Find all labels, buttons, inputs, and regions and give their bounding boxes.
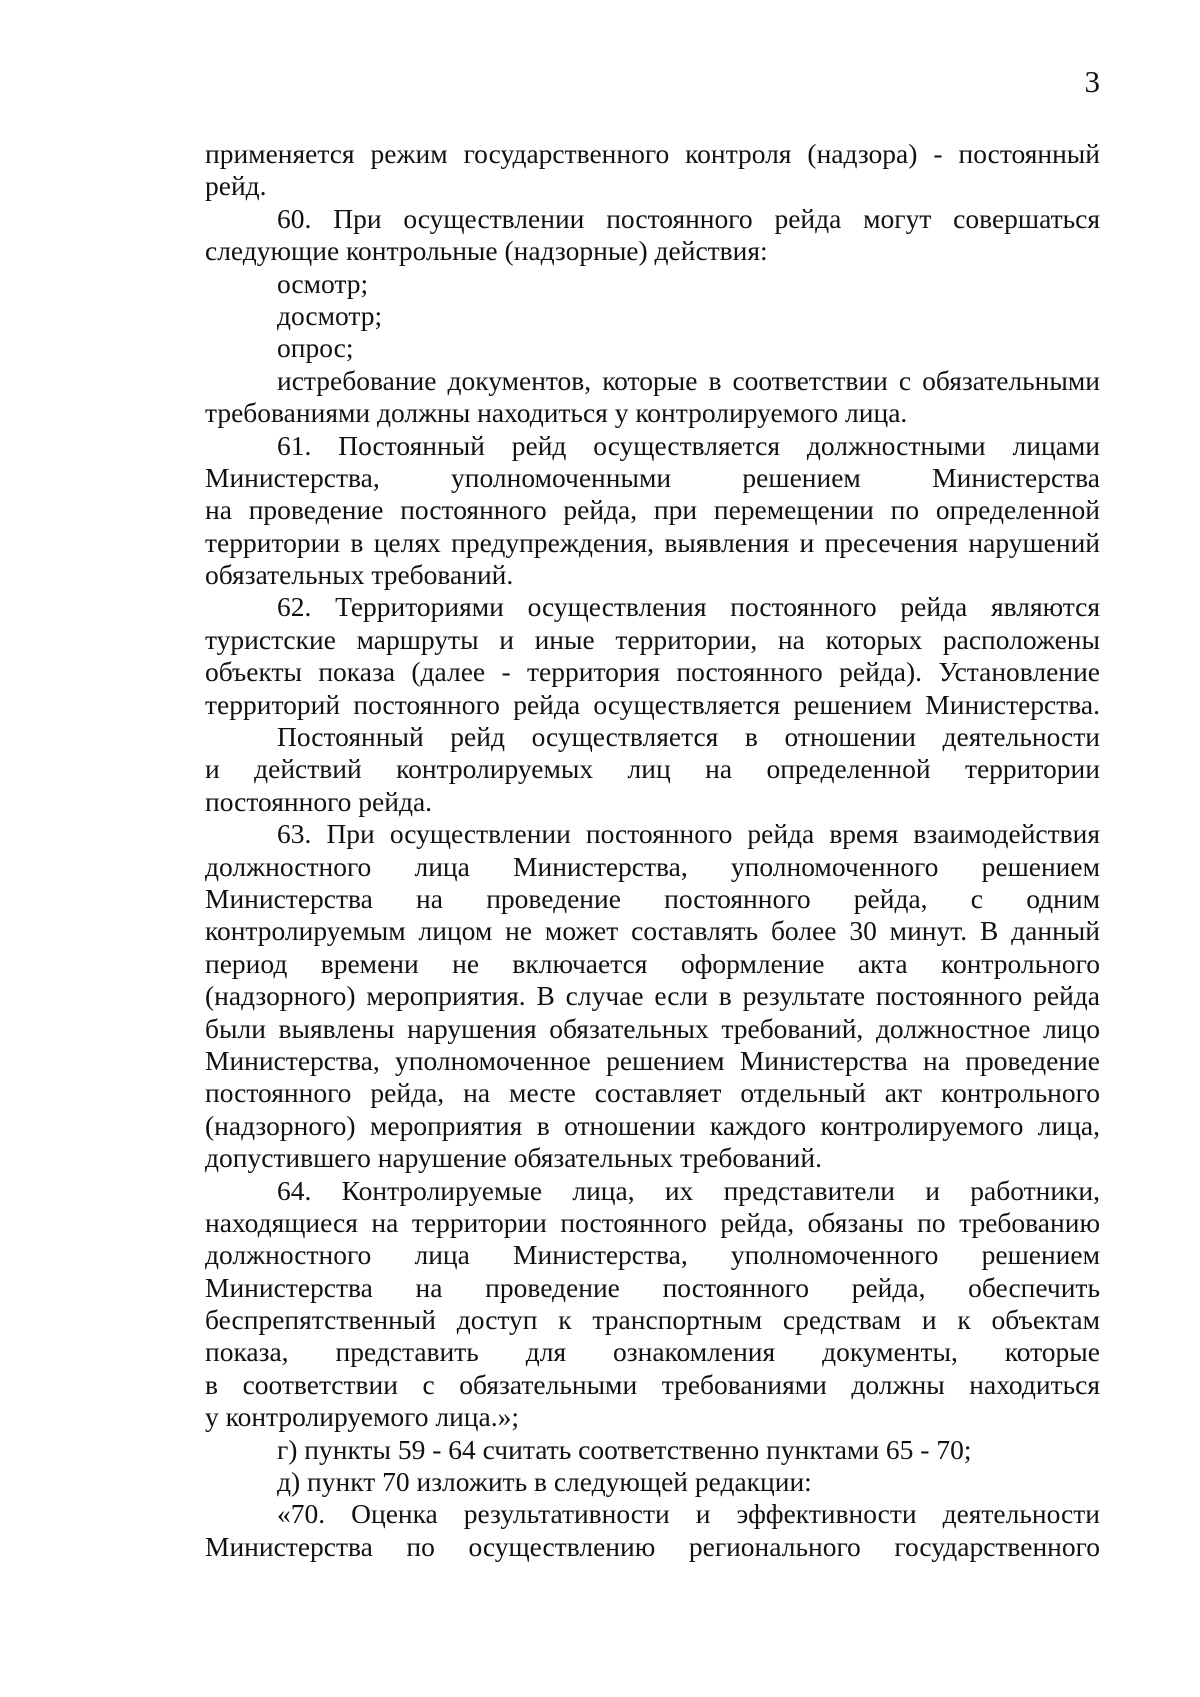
text-line: г) пункты 59 - 64 считать соответственно пунктами 65 - 70;	[277, 1433, 972, 1465]
text-line: (надзорного) мероприятия. В случае если в результате постоянного рейда	[205, 980, 1100, 1012]
text-line: постоянного рейда.	[205, 785, 433, 817]
text-line: туристские маршруты и иные территории, на которых расположены	[205, 623, 1100, 655]
text-line: истребование документов, которые в соответствии с обязательными	[277, 364, 1100, 396]
text-line: следующие контрольные (надзорные) действия:	[205, 235, 768, 267]
text-line: осмотр;	[277, 267, 369, 299]
text-line: Министерства по осуществлению регионального государственного	[205, 1530, 1100, 1562]
text-line: Постоянный рейд осуществляется в отношении деятельности	[277, 721, 1100, 753]
text-line: досмотр;	[277, 299, 383, 331]
text-line: Министерства на проведение постоянного рейда, с одним	[205, 882, 1100, 914]
text-line: 62. Территориями осуществления постоянного рейда являются	[277, 591, 1100, 623]
text-line: требованиями должны находиться у контролируемого лица.	[205, 397, 908, 429]
text-line: применяется режим государственного контроля (надзора) - постоянный	[205, 138, 1100, 169]
text-line: 61. Постоянный рейд осуществляется должностными лицами	[277, 429, 1100, 461]
text-line: 60. При осуществлении постоянного рейда могут совершаться	[277, 202, 1100, 234]
text-line: 64. Контролируемые лица, их представители и работники,	[277, 1174, 1100, 1206]
text-line: рейд.	[205, 170, 267, 202]
page-number: 3	[1084, 64, 1100, 99]
text-line: территории в целях предупреждения, выявления и пресечения нарушений	[205, 526, 1100, 558]
text-line: объекты показа (далее - территория постоянного рейда). Установление	[205, 656, 1100, 688]
text-line: допустившего нарушение обязательных требований.	[205, 1142, 822, 1174]
text-line: «70. Оценка результативности и эффективности деятельности	[277, 1498, 1100, 1530]
text-line: и действий контролируемых лиц на определенной территории	[205, 753, 1100, 785]
text-line: должностного лица Министерства, уполномоченного решением	[205, 1239, 1100, 1271]
text-line: были выявлены нарушения обязательных требований, должностное лицо	[205, 1012, 1100, 1044]
text-line: показа, представить для ознакомления документы, которые	[205, 1336, 1100, 1368]
text-line: постоянного рейда, на месте составляет отдельный акт контрольного	[205, 1077, 1100, 1109]
document-body	[205, 138, 1100, 1563]
text-line: территорий постоянного рейда осуществляется решением Министерства.	[205, 688, 1100, 720]
text-line: (надзорного) мероприятия в отношении каждого контролируемого лица,	[205, 1109, 1100, 1141]
text-line: обязательных требований.	[205, 559, 514, 591]
text-line: находящиеся на территории постоянного рейда, обязаны по требованию	[205, 1206, 1100, 1238]
text-line: на проведение постоянного рейда, при перемещении по определенной	[205, 494, 1100, 526]
text-line: должностного лица Министерства, уполномоченного решением	[205, 850, 1100, 882]
text-line: Министерства, уполномоченными решением Министерства	[205, 461, 1100, 493]
text-line: контролируемым лицом не может составлять более 30 минут. В данный	[205, 915, 1100, 947]
text-line: д) пункт 70 изложить в следующей редакции:	[277, 1466, 812, 1498]
text-line: Министерства на проведение постоянного рейда, обеспечить	[205, 1271, 1100, 1303]
text-line: 63. При осуществлении постоянного рейда время взаимодействия	[277, 818, 1100, 850]
text-line: период времени не включается оформление акта контрольного	[205, 947, 1100, 979]
text-line: у контролируемого лица.»;	[205, 1401, 519, 1433]
text-line: беспрепятственный доступ к транспортным средствам и к объектам	[205, 1304, 1100, 1336]
text-line: опрос;	[277, 332, 354, 364]
text-line: в соответствии с обязательными требованиями должны находиться	[205, 1368, 1100, 1400]
text-line: Министерства, уполномоченное решением Министерства на проведение	[205, 1044, 1100, 1076]
